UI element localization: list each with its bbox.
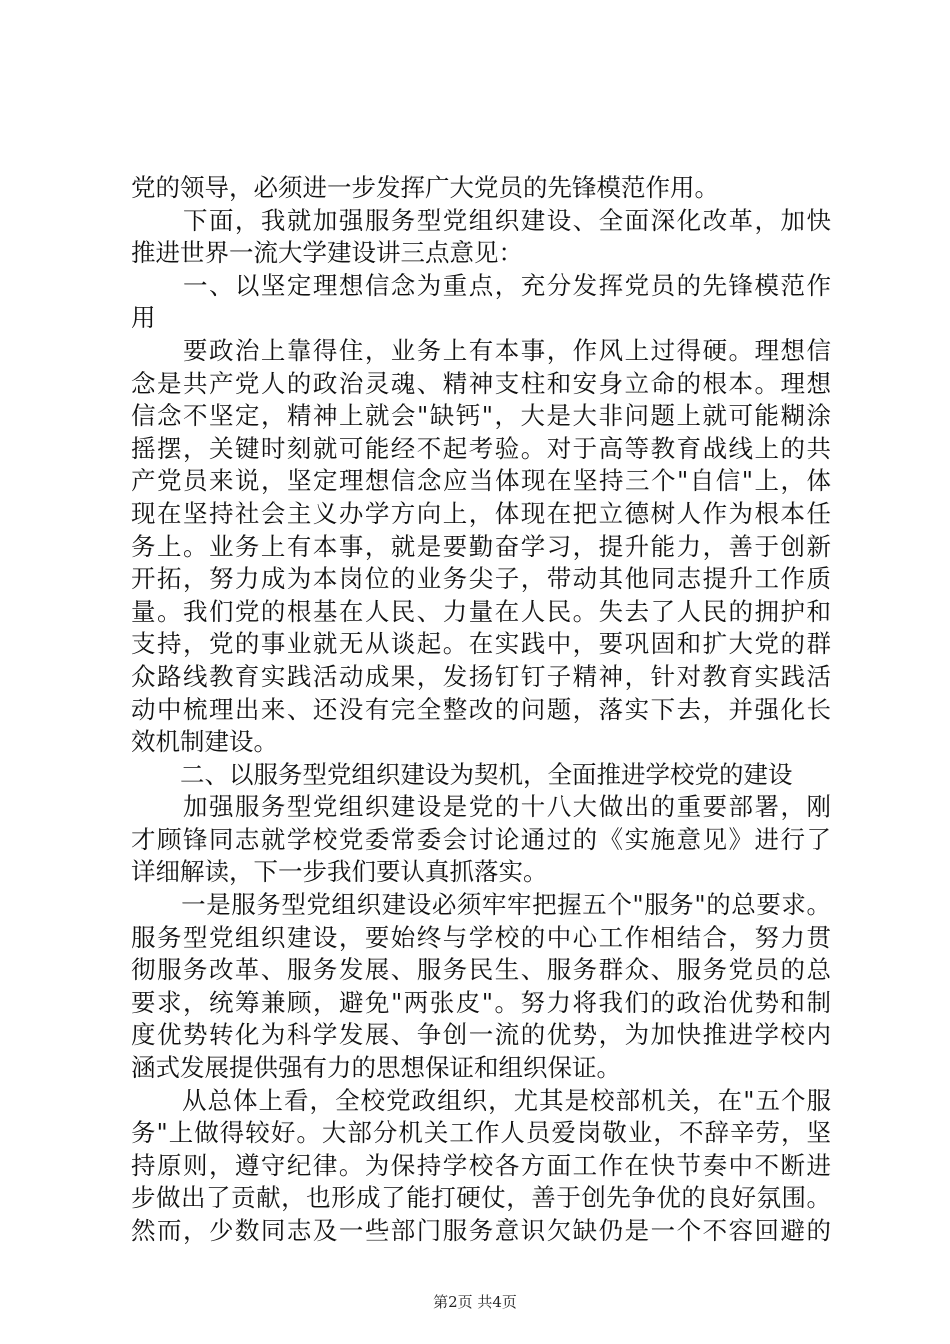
document-body <box>131 172 831 1248</box>
text-line: 才顾锋同志就学校党委常委会讨论通过的《实施意见》进行了 <box>131 824 831 854</box>
text-line: 下面，我就加强服务型党组织建设、全面深化改革，加快 <box>131 205 831 235</box>
text-line: 效机制建设。 <box>131 727 278 757</box>
text-line: 度优势转化为科学发展、争创一流的优势，为加快推进学校内 <box>131 1020 831 1050</box>
text-line: 服务型党组织建设，要始终与学校的中心工作相结合，努力贯 <box>131 922 831 952</box>
text-line: 一、以坚定理想信念为重点，充分发挥党员的先锋模范作 <box>131 270 831 300</box>
text-line: 要政治上靠得住，业务上有本事，作风上过得硬。理想信 <box>131 335 831 365</box>
text-line: 从总体上看，全校党政组织，尤其是校部机关，在"五个服 <box>131 1085 831 1115</box>
text-line: 步做出了贡献，也形成了能打硬仗，善于创先争优的良好氛围。 <box>131 1183 831 1213</box>
text-line: 念是共产党人的政治灵魂、精神支柱和安身立命的根本。理想 <box>131 368 831 398</box>
text-line: 开拓，努力成为本岗位的业务尖子，带动其他同志提升工作质 <box>131 564 831 594</box>
text-line: 量。我们党的根基在人民、力量在人民。失去了人民的拥护和 <box>131 596 831 626</box>
text-line: 彻服务改革、服务发展、服务民生、服务群众、服务党员的总 <box>131 955 831 985</box>
text-line: 一是服务型党组织建设必须牢牢把握五个"服务"的总要求。 <box>131 890 831 920</box>
text-line: 摇摆，关键时刻就可能经不起考验。对于高等教育战线上的共 <box>131 433 831 463</box>
text-line: 动中梳理出来、还没有完全整改的问题，落实下去，并强化长 <box>131 694 831 724</box>
text-line: 用 <box>131 303 156 333</box>
text-line: 党的领导，必须进一步发挥广大党员的先锋模范作用。 <box>131 173 719 202</box>
text-line: 推进世界一流大学建设讲三点意见： <box>131 238 523 268</box>
text-line: 持原则，遵守纪律。为保持学校各方面工作在快节奏中不断进 <box>131 1150 831 1180</box>
text-line: 现在坚持社会主义办学方向上，体现在把立德树人作为根本任 <box>131 498 831 528</box>
text-line: 详细解读，下一步我们要认真抓落实。 <box>131 857 548 887</box>
text-line: 二、以服务型党组织建设为契机，全面推进学校党的建设 <box>131 759 793 789</box>
text-line: 要求，统筹兼顾，避免"两张皮"。努力将我们的政治优势和制 <box>131 987 831 1017</box>
text-line: 产党员来说，坚定理想信念应当体现在坚持三个"自信"上，体 <box>131 466 831 496</box>
page-footer: 第2页 共4页 <box>433 1293 517 1311</box>
text-line: 信念不坚定，精神上就会"缺钙"，大是大非问题上就可能糊涂 <box>131 401 831 431</box>
text-line: 然而，少数同志及一些部门服务意识欠缺仍是一个不容回避的 <box>131 1216 831 1245</box>
text-line: 务上。业务上有本事，就是要勤奋学习，提升能力，善于创新 <box>131 531 831 561</box>
text-line: 涵式发展提供强有力的思想保证和组织保证。 <box>131 1053 621 1083</box>
text-line: 务"上做得较好。大部分机关工作人员爱岗敬业，不辞辛劳，坚 <box>131 1118 831 1148</box>
text-line: 众路线教育实践活动成果，发扬钉钉子精神，针对教育实践活 <box>131 661 831 691</box>
text-line: 支持，党的事业就无从谈起。在实践中，要巩固和扩大党的群 <box>131 629 831 659</box>
text-line: 加强服务型党组织建设是党的十八大做出的重要部署，刚 <box>131 792 831 822</box>
